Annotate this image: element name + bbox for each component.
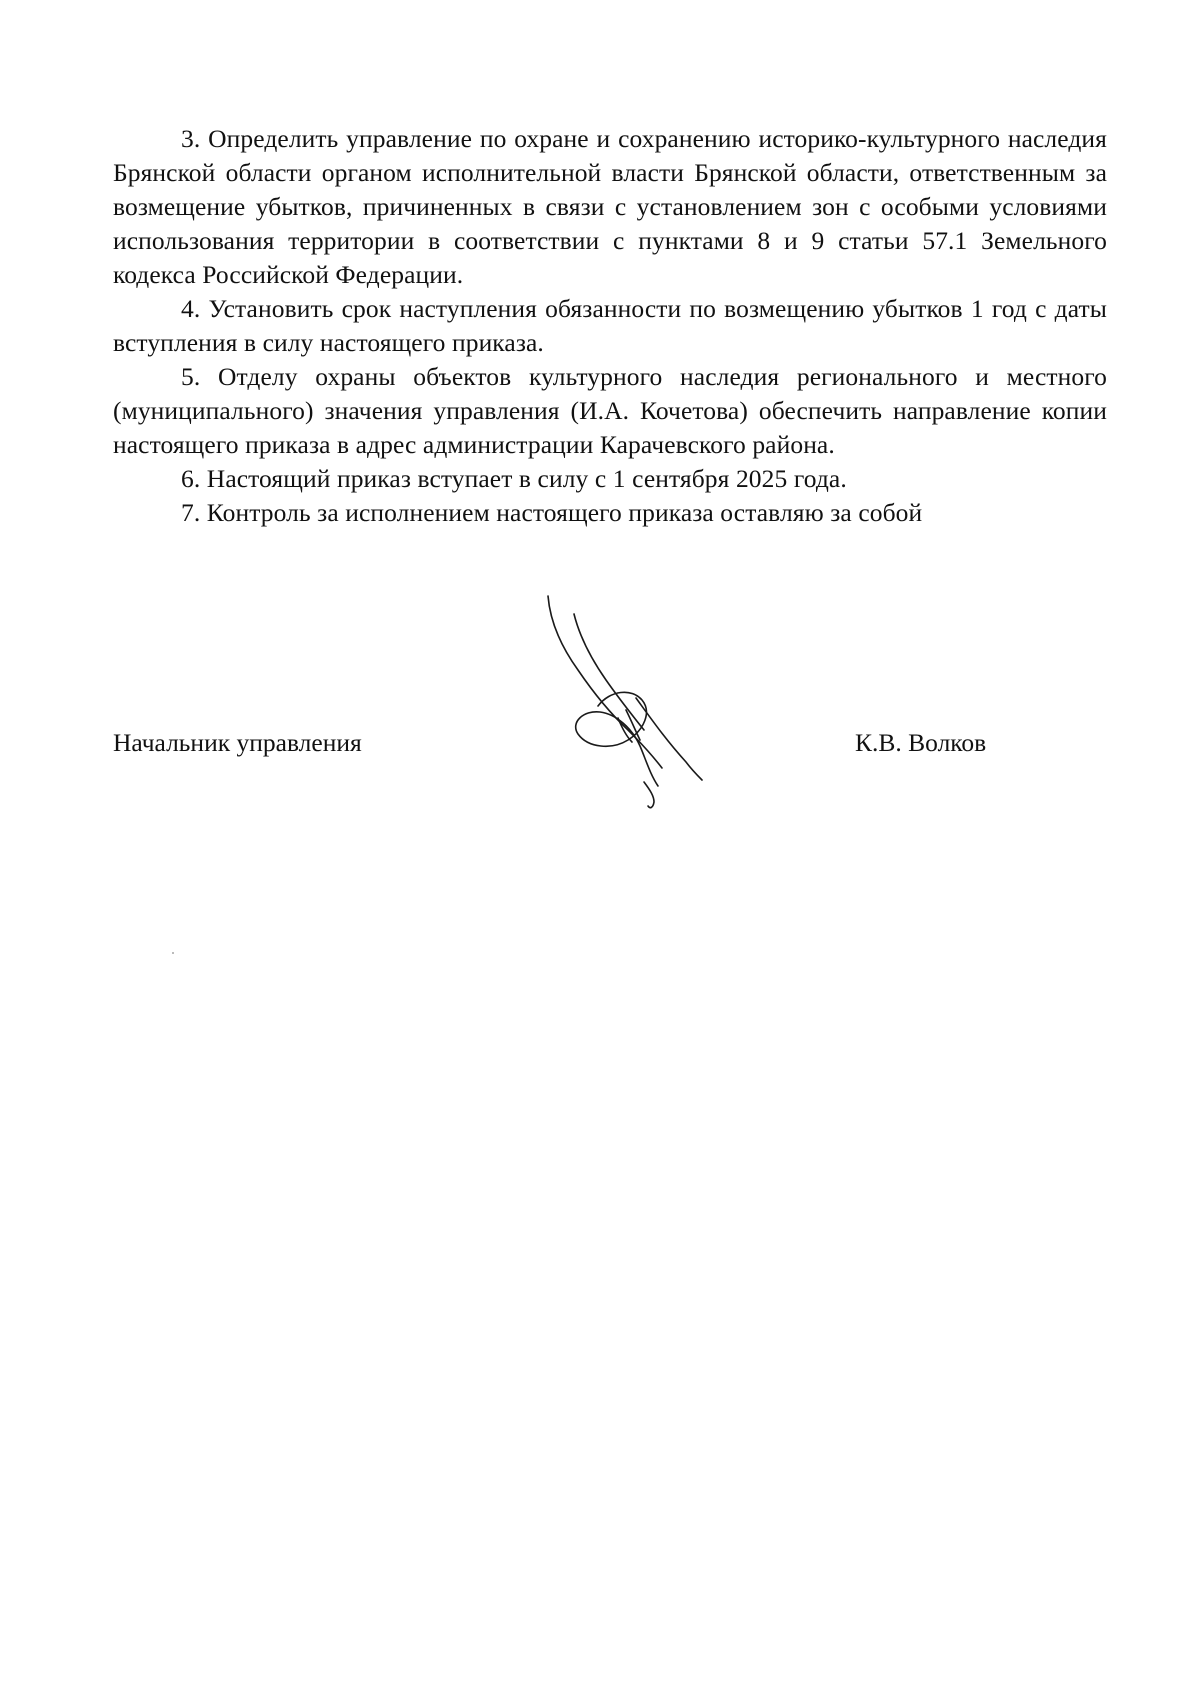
scan-speck <box>172 952 174 954</box>
signatory-name: К.В. Волков <box>855 728 987 757</box>
paragraph-5: 5. Отделу охраны объектов культурного наследия регионального и местного (муниципального) значения управления (И.А. Кочетова) обеспечить направление копии настоящего приказа в адрес администрации Карачевского района. <box>113 362 1107 459</box>
paragraph-4: 4. Установить срок наступления обязанности по возмещению убытков 1 год с даты вступления в силу настоящего приказа. <box>113 294 1107 357</box>
paragraph-7: 7. Контроль за исполнением настоящего приказа оставляю за собой <box>181 498 923 527</box>
document-body <box>113 122 1107 530</box>
paragraph-6: 6. Настоящий приказ вступает в силу с 1 сентября 2025 года. <box>181 464 847 493</box>
paragraph-3: 3. Определить управление по охране и сохранению историко-культурного наследия Брянской области органом исполнительной власти Брянской области, ответственным за возмещение убытков, причиненных в связи с установлением зон с особыми условиями использования территории в соответствии с пунктами 8 и 9 статьи 57.1 Земельного кодекса Российской Федерации. <box>113 124 1107 289</box>
signatory-position: Начальник управления <box>113 728 362 757</box>
signature-block <box>113 728 1107 768</box>
handwritten-signature <box>540 590 720 820</box>
